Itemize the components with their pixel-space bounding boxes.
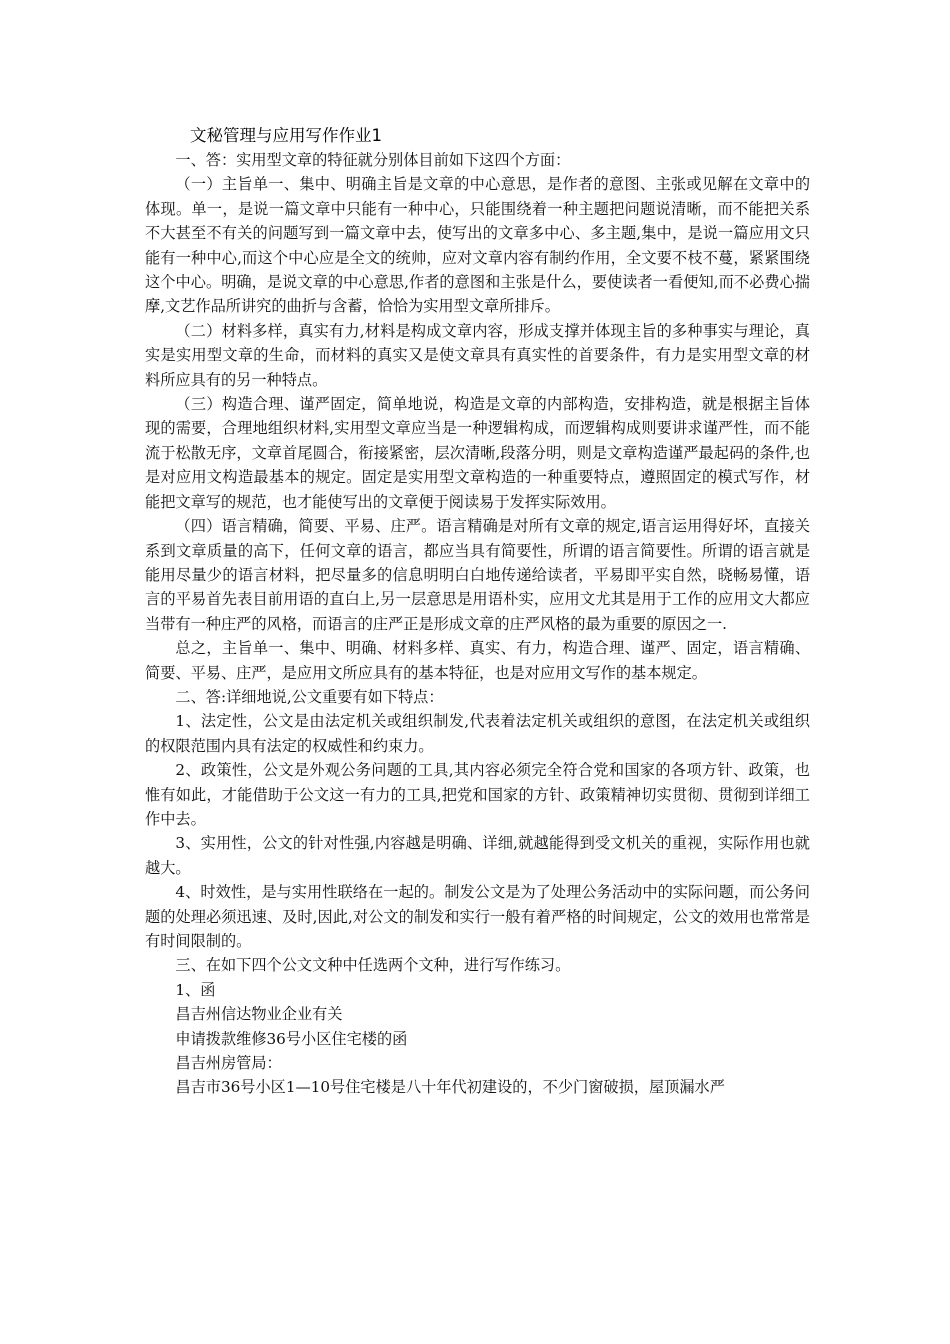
paragraph-answer-1-intro: 一、答：实用型文章的特征就分别体目前如下这四个方面：: [175, 151, 571, 169]
paragraph-point-1: 1、法定性，公文是由法定机关或组织制发,代表着法定机关或组织的意图，在法定机关或组织的权限范围内具有法定的权威性和约束力。: [145, 712, 810, 755]
document-title: 文秘管理与应用写作作业1: [190, 126, 382, 145]
paragraph-feature-4: （四）语言精确，简要、平易、庄严。语言精确是对所有文章的规定,语言运用得好坏，直接关系到文章质量的高下，任何文章的语言，都应当具有简要性，所谓的语言简要性。所谓的语言就是能用尽量少的语言材料，把尽量多的信息明明白白地传递给读者，平易即平实自然，晓畅易懂，语言的平易首先表目前用语的直白上,另一层意思是用语朴实，应用文尤其是用于工作的应用文大都应当带有一种庄严的风格，而语言的庄严正是形成文章的庄严风格的最为重要的原因之一.: [145, 517, 810, 633]
paragraph-answer-2-intro: 二、答:详细地说,公文重要有如下特点：: [175, 687, 444, 706]
paragraph-answer-3-intro: 三、在如下四个公文文种中任选两个文种，进行写作练习。: [175, 956, 571, 975]
letter-sender: 昌吉州信达物业企业有关: [175, 1005, 343, 1024]
letter-subject: 申请拨款维修36号小区住宅楼的函: [175, 1029, 408, 1048]
letter-type-heading: 1、函: [175, 980, 216, 999]
paragraph-feature-2: （二）材料多样，真实有力,材料是构成文章内容，形成支撑并体现主旨的多种事实与理论，真实是实用型文章的生命，而材料的真实又是使文章具有真实性的首要条件，有力是实用型文章的材料所应具有的另一种特点。: [145, 321, 810, 389]
paragraph-point-2: 2、政策性，公文是外观公务问题的工具,其内容必须完全符合党和国家的各项方针、政策，也惟有如此，才能借助于公文这一有力的工具,把党和国家的方针、政策精神切实贯彻、贯彻到详细工作中去。: [145, 761, 810, 828]
paragraph-feature-1: （一）主旨单一、集中、明确主旨是文章的中心意思，是作者的意图、主张或见解在文章中的体现。单一，是说一篇文章中只能有一种中心，只能围绕着一种主题把问题说清晰，而不能把关系不大甚至不有关的问题写到一篇文章中去，使写出的文章多中心、多主题,集中，是说一篇应用文只能有一种中心,而这个中心应是全文的统帅，应对文章内容有制约作用，全文要不枝不蔓，紧紧围绕这个中心。明确，是说文章的中心意思,作者的意图和主张是什么，要使读者一看便知,而不必费心揣摩,文艺作品所讲究的曲折与含蓄，恰恰为实用型文章所排斥。: [145, 175, 810, 316]
paragraph-point-3: 3、实用性，公文的针对性强,内容越是明确、详细,就越能得到受文机关的重视，实际作用也就越大。: [145, 834, 810, 877]
paragraph-feature-3: （三）构造合理、谨严固定，简单地说，构造是文章的内部构造，安排构造，就是根据主旨体现的需要，合理地组织材料,实用型文章应当是一种逻辑构成，而逻辑构成则要讲求谨严性，而不能流于松散无序，文章首尾圆合，衔接紧密，层次清晰,段落分明，则是文章构造谨严最起码的条件,也是对应用文构造最基本的规定。固定是实用型文章构造的一种重要特点，遵照固定的模式写作，材能把文章写的规范，也才能使写出的文章便于阅读易于发挥实际效用。: [145, 395, 810, 511]
letter-body: 昌吉市36号小区1—10号住宅楼是八十年代初建设的，不少门窗破损，屋顶漏水严: [175, 1078, 725, 1097]
paragraph-point-4: 4、时效性，是与实用性联络在一起的。制发公文是为了处理公务活动中的实际问题，而公务问题的处理必须迅速、及时,因此,对公文的制发和实行一般有着严格的时间规定，公文的效用也常常是有时间限制的。: [145, 883, 810, 950]
letter-recipient: 昌吉州房管局：: [175, 1054, 282, 1073]
paragraph-summary: 总之，主旨单一、集中、明确、材料多样、真实、有力，构造合理、谨严、固定，语言精确、简要、平易、庄严，是应用文所应具有的基本特征，也是对应用文写作的基本规定。: [145, 639, 810, 682]
document-page: [145, 124, 810, 1100]
